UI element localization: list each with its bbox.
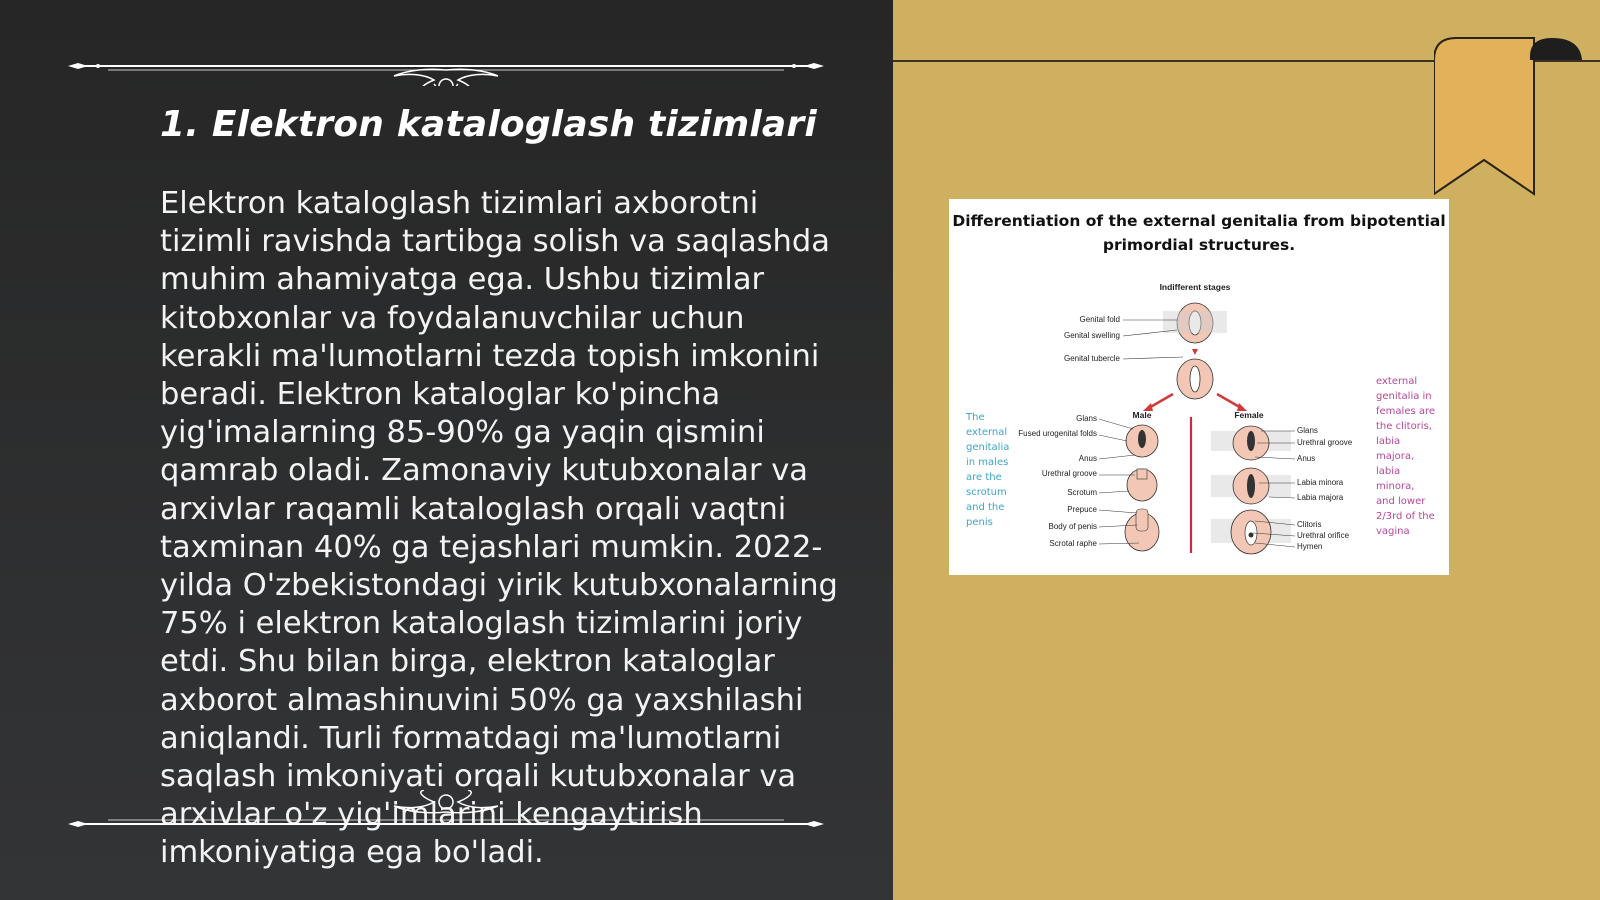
note-male: The external genitalia in males are the scrotum and the penis [966,412,1010,528]
indifferent-label: Indifferent stages [1159,282,1231,292]
slide-body-text: Elektron kataloglash tizimlari axborotni tizimli ravishda tartibga solish va saqlashda muhim ahamiyatga ega. Ushbu tizimlar kitobxonlar va foydalanuvchilar uchun kerakli ma'lumotlarni tezda topish imkonini beradi. Elektron kataloglar ko'pincha yig'imalarning 85-90% ga yaqin qismini qamrab oladi. Zamonaviy kutubxonalar va arxivlar raqamli kataloglash orqali vaqtni taxminan 40% ga tejashlari mumkin. 2022-yilda O'zbekistondagi yirik kutubxonalarning 75% i elektron kataloglash tizimlarini joriy etdi. Shu bilan birga, elektron kataloglar axborot almashinuvini 50% ga yaxshilashi aniqlandi. Turli formatdagi ma'lumotlarni saqlash imkoniyati orqali kutubxonalar va arxivlar o'z yig'imlarini kengaytirish imkoniyatiga ega bo'ladi. [160,186,838,871]
female-label-clitoris: Clitoris [1297,520,1322,529]
label-genital-tubercle: Genital tubercle [1063,354,1120,363]
male-label-fused-folds: Fused urogenital folds [1018,429,1097,438]
male-heading: Male [1132,410,1152,420]
note-female: external genitalia in females are the clitoris, labia majora, labia minora, and lower 2/3rd of the vagina [1376,376,1436,537]
male-label-scrotum: Scrotum [1067,488,1097,497]
male-label-body-of-penis: Body of penis [1048,522,1097,531]
diagram-drawing [949,199,1449,575]
male-labels [1018,414,1139,548]
female-label-glans: Glans [1297,426,1318,435]
male-label-urethral-groove: Urethral groove [1041,469,1097,478]
slide-title: 1. Elektron kataloglash tizimlari [160,104,817,145]
label-genital-swelling: Genital swelling [1063,331,1120,340]
female-heading: Female [1234,410,1264,420]
female-label-urethral-orifice: Urethral orifice [1297,531,1350,540]
ornament-bottom [68,790,824,830]
male-label-glans: Glans [1076,414,1097,423]
female-label-anus: Anus [1297,454,1316,463]
female-label-hymen: Hymen [1297,542,1323,551]
female-label-labia-majora: Labia majora [1297,493,1344,502]
male-label-prepuce: Prepuce [1067,505,1097,514]
male-label-anus: Anus [1078,454,1097,463]
bookmark-icon [1434,36,1582,196]
genitalia-diagram [949,199,1449,575]
ornament-top [68,46,824,86]
female-label-labia-minora: Labia minora [1297,478,1344,487]
male-label-scrotal-raphe: Scrotal raphe [1049,539,1097,548]
female-label-urethral-groove: Urethral groove [1297,438,1353,447]
label-genital-fold: Genital fold [1079,315,1120,324]
figure-title: Differentiation of the external genitalia from bipotential primordial structures. [952,212,1446,254]
